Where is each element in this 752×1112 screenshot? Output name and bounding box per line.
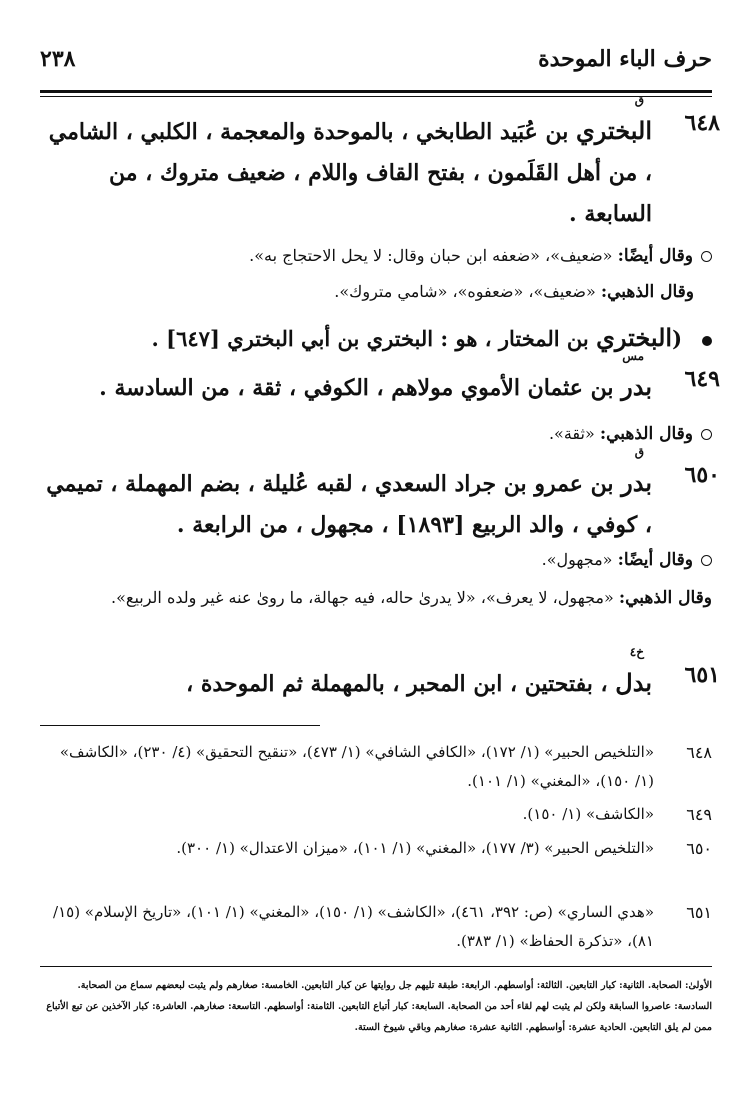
footnote-number: ٦٤٩ [686,805,712,824]
chapter-title: حرف الباء الموحدة [538,46,712,72]
entry-text [40,349,652,409]
footnote-651 [40,898,712,956]
note-648-a [40,240,712,272]
entry-number: ٦٤٩ [684,366,720,392]
entry-text [40,445,652,546]
entry-body: بن عثمان الأموي مولاهم ، الكوفي ، ثقة ، من السادسة . [99,375,622,401]
book-symbol: ق [634,93,644,107]
footnote-text: «التلخيص الحبير» (١/ ١٧٢)، «الكافي الشافي» (١/ ٤٧٣)، «تنقيح التحقيق» (٤/ ٢٣٠)، «الكاشف» (١/ ١٥٠)، «المغني» (١/ ١٠١). [59,743,654,790]
note-text: «ثقة». [548,424,600,443]
narrator-name [621,349,652,407]
book-symbol: مس [622,349,644,363]
note-circle-icon [701,429,712,440]
entry-text [40,93,652,235]
note-circle-icon [701,555,712,566]
note-650-a [40,544,712,576]
footnote-649 [40,800,712,829]
header-rule-thin [40,96,712,97]
note-label: وقال الذهبي: [600,282,694,302]
entry-body: بن عمرو بن جراد السعدي ، لقبه عُليلة ، بضم المهملة ، تميمي ، كوفي ، والد الربيع [١٨٩٣] ، مجهول ، من الرابعة . [46,471,652,538]
footnote-650 [40,834,712,863]
footnote-separator [40,725,320,726]
narrator-name [621,445,652,503]
footnote-648 [40,738,712,796]
entry-number: ٦٥١ [684,662,720,688]
header-rule-thick [40,90,712,93]
narrator-name [576,93,652,151]
tabaqat-legend: الأولىٰ: الصحابة. الثانية: كبار التابعين. الثالثة: أواسطهم. الرابعة: طبقة تليهم جل روايتها عن كبار التابعين. الخامسة: صغارهم ولم يثبت لبعضهم سماع من الصحابة. السادسة: عاصروا السابقة ولكن لم يثبت لهم لقاء أحد من الصحابة. السابعة: كبار أتباع التابعين. الثامنة: أواسطهم. التاسعة: صغارهم. العاشرة: كبار الآخذين عن تبع الأتباع ممن لم يلق التابعين. الحادية عشرة: أواسطهم. الثانية عشرة: صغارهم وباقي شيوخ الستة. [46,980,712,1033]
entry-649 [40,349,720,409]
note-649 [40,418,712,450]
footnote-number: ٦٥٠ [686,839,712,858]
footnote-text: «الكاشف» (١/ ١٥٠). [522,805,654,823]
entry-number: ٦٥٠ [684,462,720,488]
footnote-text: «هدي الساري» (ص: ٣٩٢، ٤٦١)، «الكاشف» (١/ ١٥٠)، «المغني» (١/ ١٠١)، «تاريخ الإسلام» (١٥/ ٨١)، «تذكرة الحفاظ» (١/ ٣٨٣). [53,903,654,950]
note-text: «مجهول». [541,550,618,569]
bullet-icon [702,336,712,346]
note-650-b [40,582,712,614]
entry-648 [40,93,720,235]
footnote-text: «التلخيص الحبير» (٣/ ١٧٧)، «المغني» (١/ ١٠١)، «ميزان الاعتدال» (١/ ٣٠٠). [176,839,654,857]
note-text: «مجهول، لا يعرف»، «لا يدرىٰ حاله، فيه جهالة، ما روىٰ عنه غير ولده الربيع». [111,588,619,607]
note-648-b [40,276,694,308]
page-number: ٢٣٨ [40,46,76,72]
narrator-label: البختري [576,116,652,145]
note-label: وقال الذهبي: [618,588,712,608]
note-label: وقال أيضًا: [617,246,693,266]
note-label: وقال الذهبي: [599,424,693,444]
narrator-label: بدر [621,372,652,401]
note-circle-icon [701,251,712,262]
narrator-label: بدل [615,668,652,697]
legend-rule [40,966,712,967]
narrator-label: بدر [621,468,652,497]
entry-650 [40,445,720,546]
entry-651 [40,645,720,705]
entry-body: ، بفتحتين ، ابن المحبر ، بالمهملة ثم الموحدة ، [186,671,616,697]
footnote-number: ٦٥١ [686,903,712,922]
narrator-name [615,645,652,703]
footnote-number: ٦٤٨ [686,743,712,762]
note-text: «ضعيف»، «ضعفه ابن حبان وقال: لا يحل الاحتجاج به». [249,246,618,265]
entry-text [40,645,652,705]
book-symbol: خ٤ [629,645,644,659]
note-text: «ضعيف»، «ضعفوه»، «شامي متروك». [334,282,601,301]
narrator-name: البختري [596,323,673,352]
entry-number: ٦٤٨ [684,110,720,136]
cross-reference: (البختري بن المختار ، هو : البختري بن أبي البختري [٦٤٧] . [40,318,712,359]
running-header [40,40,712,80]
book-symbol: ق [634,445,644,459]
cross-ref-text: بن المختار ، هو : البختري بن أبي البختري [٦٤٧] . [151,326,597,351]
note-label: وقال أيضًا: [617,550,693,570]
entry-body: بن عُبَيد الطابخي ، بالموحدة والمعجمة ، الكلبي ، الشامي ، من أهل القَلَمون ، بفتح القاف واللام ، ضعيف متروك ، من السابعة . [48,119,652,227]
